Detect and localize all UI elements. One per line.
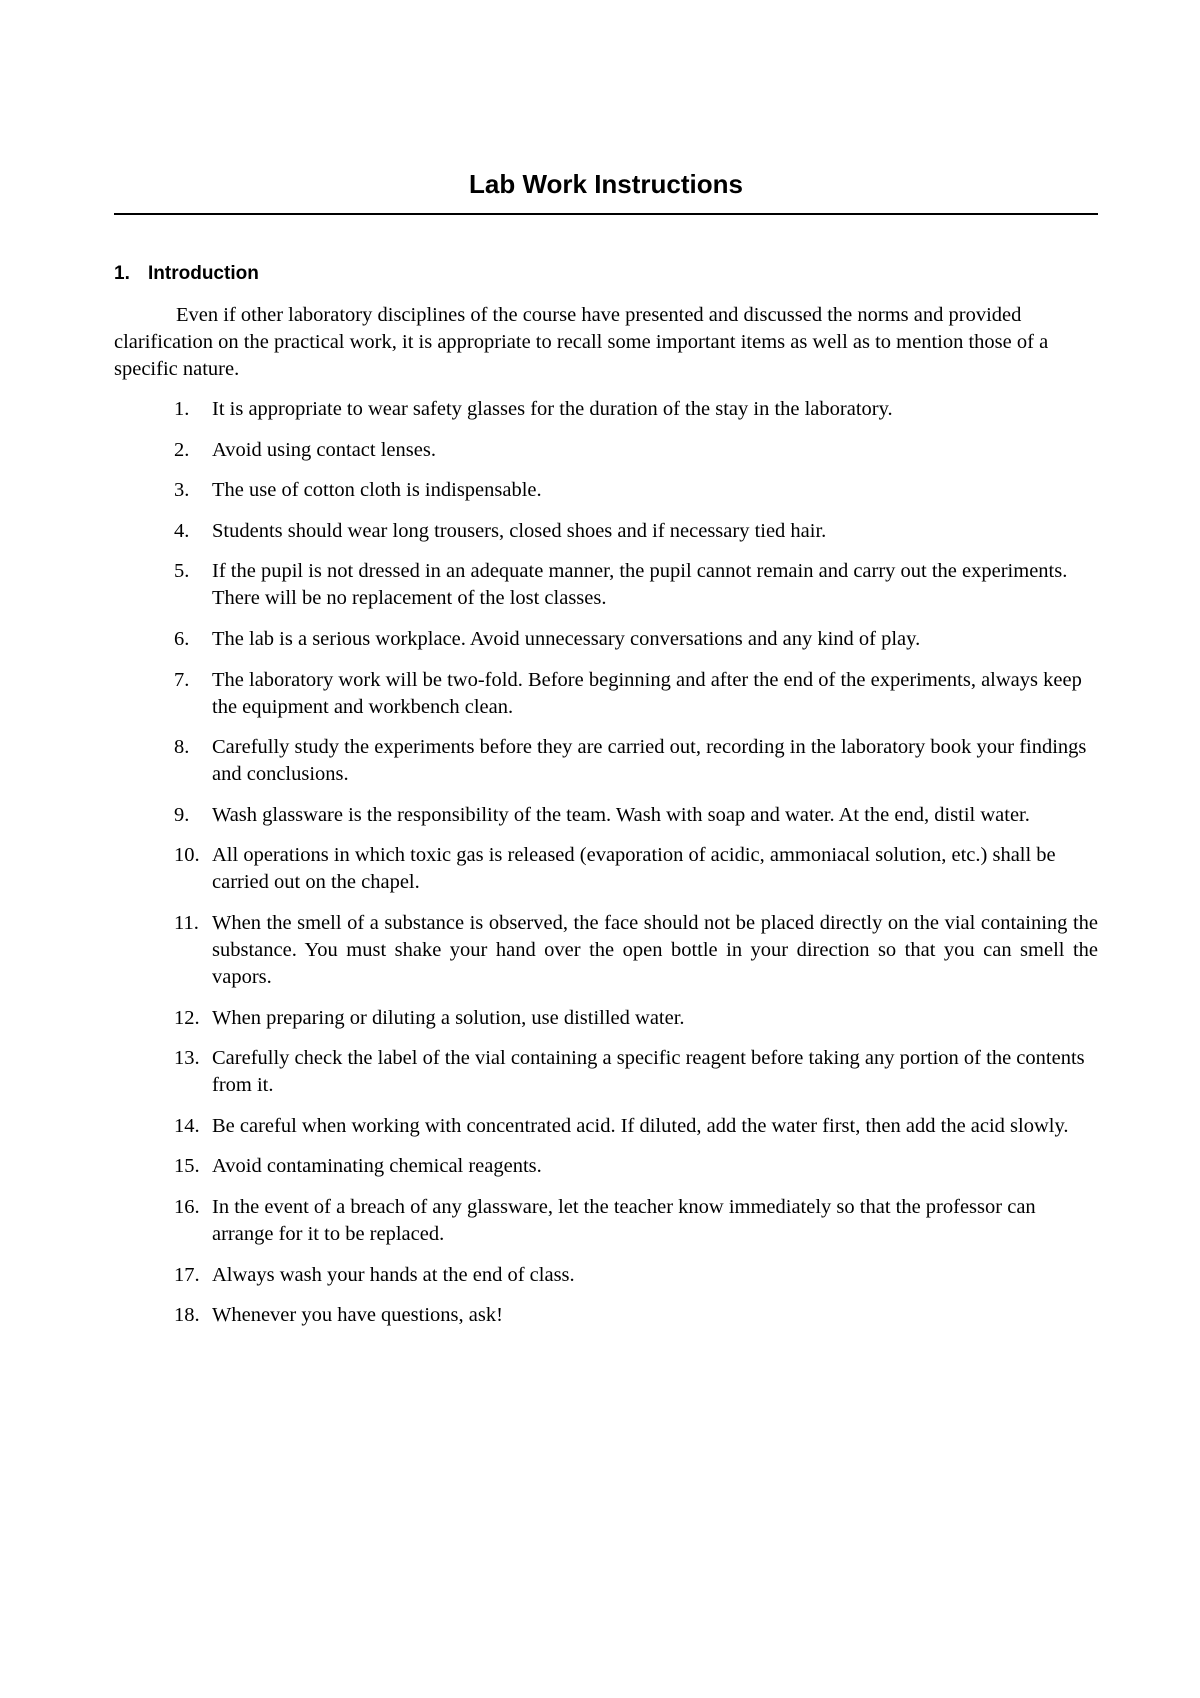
title-divider bbox=[114, 213, 1098, 215]
list-item-number: 18. bbox=[174, 1304, 200, 1327]
list-item-number: 5. bbox=[174, 560, 190, 583]
list-item bbox=[114, 1005, 1098, 1032]
list-item bbox=[114, 1153, 1098, 1180]
list-item-number: 14. bbox=[174, 1114, 200, 1137]
list-item bbox=[114, 1045, 1098, 1099]
list-item-number: 16. bbox=[174, 1195, 200, 1218]
list-item-text: In the event of a breach of any glassware, let the teacher know immediately so that the professor can arrange for it to be replaced. bbox=[212, 1195, 1036, 1245]
list-item-text: Avoid contaminating chemical reagents. bbox=[212, 1155, 542, 1178]
list-item-text: Students should wear long trousers, closed shoes and if necessary tied hair. bbox=[212, 519, 827, 542]
list-item-number: 2. bbox=[174, 438, 190, 461]
list-item bbox=[114, 437, 1098, 464]
list-item bbox=[114, 1262, 1098, 1289]
list-item-text: Carefully check the label of the vial containing a specific reagent before taking any portion of the contents from it. bbox=[212, 1047, 1085, 1097]
list-item-number: 8. bbox=[174, 736, 190, 759]
list-item-number: 3. bbox=[174, 479, 190, 502]
list-item bbox=[114, 802, 1098, 829]
list-item-number: 6. bbox=[174, 627, 190, 650]
list-item-number: 4. bbox=[174, 519, 190, 542]
rules-list bbox=[114, 396, 1098, 1343]
list-item-text: All operations in which toxic gas is released (evaporation of acidic, ammoniacal solution, etc.) shall be carried out on the chapel. bbox=[212, 844, 1056, 894]
list-item-text: If the pupil is not dressed in an adequate manner, the pupil cannot remain and carry out the experiments. There will be no replacement of the lost classes. bbox=[212, 560, 1068, 610]
list-item-text: Carefully study the experiments before they are carried out, recording in the laboratory book your findings and conclusions. bbox=[212, 736, 1087, 786]
page-title: Lab Work Instructions bbox=[469, 169, 743, 199]
list-item bbox=[114, 734, 1098, 788]
list-item-text: When the smell of a substance is observed, the face should not be placed directly on the vial containing the substance. You must shake your hand over the open bottle in your direction so that you can smell the vapors. bbox=[212, 911, 1098, 988]
list-item bbox=[114, 396, 1098, 423]
list-item-number: 12. bbox=[174, 1006, 200, 1029]
list-item bbox=[114, 558, 1098, 612]
list-item-number: 13. bbox=[174, 1047, 200, 1070]
list-item bbox=[114, 626, 1098, 653]
list-item-text: Whenever you have questions, ask! bbox=[212, 1304, 503, 1327]
list-item-text: Wash glassware is the responsibility of the team. Wash with soap and water. At the end, distil water. bbox=[212, 803, 1030, 826]
section-heading bbox=[114, 262, 259, 286]
list-item-text: The laboratory work will be two-fold. Before beginning and after the end of the experiments, always keep the equipment and workbench clean. bbox=[212, 668, 1082, 718]
list-item bbox=[114, 842, 1098, 896]
list-item-number: 10. bbox=[174, 844, 200, 867]
list-item-text: Always wash your hands at the end of class. bbox=[212, 1263, 575, 1286]
list-item-number: 15. bbox=[174, 1155, 200, 1178]
section-heading-text: Introduction bbox=[148, 263, 259, 284]
list-item bbox=[114, 1113, 1098, 1140]
list-item-number: 17. bbox=[174, 1263, 200, 1286]
list-item-text: When preparing or diluting a solution, use distilled water. bbox=[212, 1006, 685, 1029]
list-item-text: Avoid using contact lenses. bbox=[212, 438, 436, 461]
list-item bbox=[114, 477, 1098, 504]
list-item-number: 1. bbox=[174, 398, 190, 420]
list-item-number: 7. bbox=[174, 668, 190, 691]
list-item-number: 9. bbox=[174, 803, 190, 826]
list-item-text: Be careful when working with concentrated acid. If diluted, add the water first, then add the acid slowly. bbox=[212, 1114, 1069, 1137]
section-number: 1. bbox=[114, 263, 130, 284]
list-item-text: The lab is a serious workplace. Avoid unnecessary conversations and any kind of play. bbox=[212, 627, 921, 650]
list-item bbox=[114, 518, 1098, 545]
list-item-number: 11. bbox=[174, 911, 199, 934]
list-item-text: It is appropriate to wear safety glasses for the duration of the stay in the laboratory. bbox=[212, 398, 893, 420]
list-item bbox=[114, 667, 1098, 721]
list-item bbox=[114, 1194, 1098, 1248]
list-item bbox=[114, 1302, 1098, 1329]
intro-paragraph: Even if other laboratory disciplines of the course have presented and discussed the norms and provided clarification on the practical work, it is appropriate to recall some important items as well as to mention those of a specific nature. bbox=[114, 304, 1049, 380]
list-item-text: The use of cotton cloth is indispensable. bbox=[212, 479, 542, 502]
list-item bbox=[114, 910, 1098, 991]
